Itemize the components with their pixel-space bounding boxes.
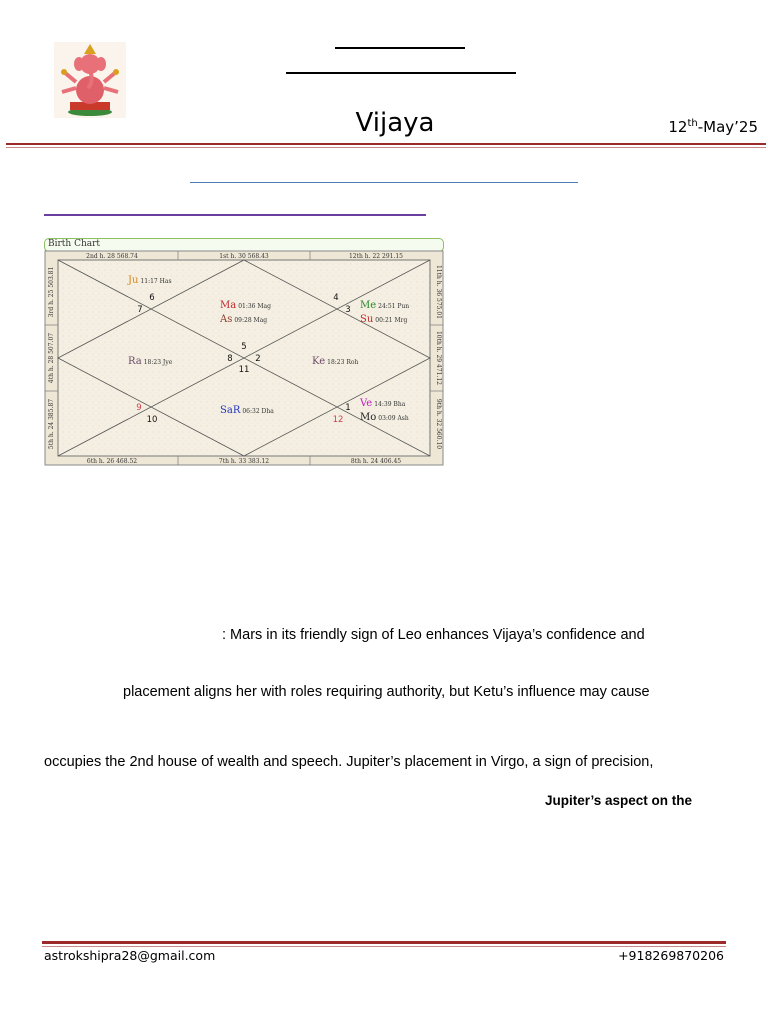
- planet-ke: Ke 18:23 Roh: [312, 356, 359, 367]
- planet-sar: SaR 06:32 Dha: [220, 405, 274, 416]
- house-number: 12: [332, 415, 344, 425]
- planet-mo: Mo 03:09 Ash: [360, 412, 409, 423]
- planet-me: Me 24:51 Pun: [360, 300, 410, 311]
- footer-divider: [42, 941, 726, 944]
- blue-link-underline[interactable]: [190, 182, 578, 183]
- ganesha-logo: [54, 42, 126, 118]
- header-divider: [6, 143, 766, 145]
- footer-divider-thin: [42, 946, 726, 947]
- paragraph-line-3: occupies the 2nd house of wealth and speech. Jupiter’s placement in Virgo, a sign of precision,: [44, 754, 654, 770]
- purple-link-underline[interactable]: [44, 214, 426, 216]
- house-bhav-label-right: 9th h. 32 560.10: [435, 398, 442, 450]
- house-bhav-label-bottom: 6th h. 26 468.52: [86, 458, 138, 465]
- birth-chart-svg: [44, 238, 444, 466]
- house-number: 8: [227, 354, 233, 364]
- house-number: 6: [149, 293, 155, 303]
- house-bhav-label-top: 12th h. 22 291.15: [348, 253, 404, 260]
- birth-chart: [44, 238, 444, 466]
- paragraph-line-2: placement aligns her with roles requiring authority, but Ketu’s influence may cause: [123, 684, 650, 700]
- house-bhav-label-left: 3rd h. 25 503.81: [48, 266, 55, 318]
- house-bhav-label-right: 11th h. 36 575.01: [435, 264, 442, 320]
- title-underline-short: [335, 47, 465, 49]
- house-bhav-label-right: 10th h. 29 471.12: [435, 330, 442, 386]
- house-number: 1: [345, 403, 351, 413]
- house-number: 5: [241, 342, 247, 352]
- planet-ra: Ra 18:23 Jye: [128, 356, 173, 367]
- planet-su: Su 00:21 Mrg: [360, 314, 408, 325]
- house-number: 9: [136, 403, 142, 413]
- paragraph-line-1: : Mars in its friendly sign of Leo enhances Vijaya’s confidence and: [222, 627, 645, 643]
- house-number: 11: [238, 365, 250, 375]
- house-bhav-label-top: 1st h. 30 568.43: [219, 253, 269, 260]
- paragraph-line-4: Jupiter’s aspect on the: [545, 793, 693, 808]
- report-date: 12th-May’25: [668, 118, 758, 136]
- house-bhav-label-bottom: 7th h. 33 383.12: [218, 458, 270, 465]
- house-number: 7: [137, 305, 143, 315]
- house-number: 3: [345, 305, 351, 315]
- house-bhav-label-left: 5th h. 24 385.87: [48, 398, 55, 450]
- title-underline-long: [286, 72, 516, 74]
- planet-as: As 09:28 Mag: [220, 314, 268, 325]
- planet-ju: Ju 11:17 Has: [128, 275, 172, 286]
- client-name-title: Vijaya: [355, 108, 435, 138]
- planet-ve: Ve 14:39 Bha: [360, 398, 406, 409]
- house-number: 4: [333, 293, 339, 303]
- house-bhav-label-bottom: 8th h. 24 406.45: [350, 458, 402, 465]
- house-bhav-label-left: 4th h. 28 507.07: [48, 332, 55, 384]
- planet-ma: Ma 01:36 Mag: [220, 300, 271, 311]
- house-number: 2: [255, 354, 261, 364]
- footer-email[interactable]: astrokshipra28@gmail.com: [44, 948, 216, 963]
- house-bhav-label-top: 2nd h. 28 568.74: [86, 253, 138, 260]
- house-number: 10: [146, 415, 158, 425]
- footer-phone: +918269870206: [618, 948, 724, 963]
- header-divider-thin: [6, 147, 766, 148]
- birth-chart-title: Birth Chart: [48, 239, 101, 249]
